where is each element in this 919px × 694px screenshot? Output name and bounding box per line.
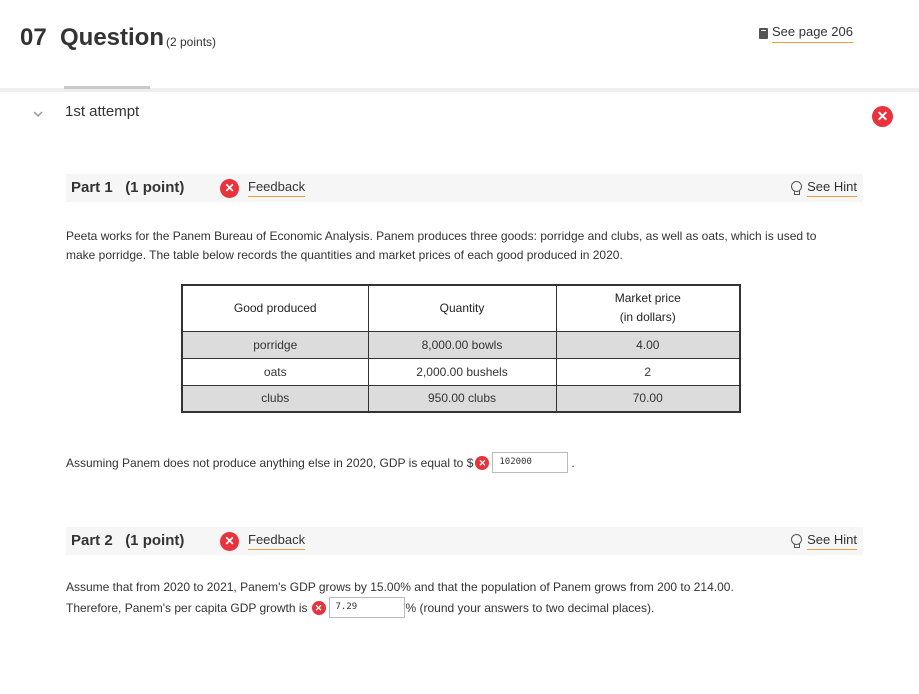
part2-title: Part 2 (1 point) xyxy=(71,532,185,549)
question-header xyxy=(0,0,919,88)
table-cell: 950.00 clubs xyxy=(368,385,556,412)
lightbulb-icon xyxy=(791,181,802,195)
close-icon: ✕ xyxy=(872,106,893,127)
question-number: 07 xyxy=(20,24,47,51)
table-cell: 2,000.00 bushels xyxy=(368,358,556,385)
table-cell: porridge xyxy=(182,331,368,358)
part1-hint-label[interactable]: See Hint xyxy=(807,179,857,197)
book-icon xyxy=(759,28,768,39)
part2-hint-link[interactable] xyxy=(791,532,857,550)
close-icon: ✕ xyxy=(220,179,239,198)
growth-answer-input[interactable]: 7.29 xyxy=(329,597,405,618)
see-page-label[interactable]: See page 206 xyxy=(772,24,853,43)
table-row xyxy=(182,358,740,385)
part1-paragraph: Peeta works for the Panem Bureau of Economic Analysis. Panem produces three goods: porridge and clubs, as well as oats, which is used to make porridge. The table below records the quantities and market prices of each good produced in 2020. xyxy=(66,229,817,262)
part1-answer-prefix: Assuming Panem does not produce anything else in 2020, GDP is equal to $ xyxy=(66,455,474,470)
question-body xyxy=(0,92,919,694)
table-header-price-line2: (in dollars) xyxy=(619,310,676,325)
part2-feedback-link[interactable]: Feedback xyxy=(248,532,305,550)
chevron-down-icon[interactable] xyxy=(33,109,43,119)
table-row xyxy=(182,331,740,358)
part1-header xyxy=(66,174,863,202)
close-icon: ✕ xyxy=(475,456,489,470)
table-cell: 4.00 xyxy=(556,331,740,358)
table-header-quantity: Quantity xyxy=(368,285,556,331)
table-cell: oats xyxy=(182,358,368,385)
table-cell: 8,000.00 bowls xyxy=(368,331,556,358)
gdp-answer-input[interactable]: 102000 xyxy=(492,452,568,473)
part1-answer-line xyxy=(66,452,575,473)
part2-answer-prefix: Therefore, Panem's per capita GDP growth is xyxy=(66,600,308,615)
table-cell: 70.00 xyxy=(556,385,740,412)
part1-feedback-link[interactable]: Feedback xyxy=(248,179,305,197)
table-header-good: Good produced xyxy=(182,285,368,331)
close-icon: ✕ xyxy=(220,532,239,551)
part2-hint-label[interactable]: See Hint xyxy=(807,532,857,550)
part1-title: Part 1 (1 point) xyxy=(71,179,185,196)
table-header-price xyxy=(556,285,740,331)
part1-answer-suffix: . xyxy=(571,455,575,470)
close-icon: ✕ xyxy=(312,601,326,615)
part2-header xyxy=(66,527,863,555)
attempt-tab-indicator xyxy=(64,86,150,89)
part2-line1: Assume that from 2020 to 2021, Panem's GDP grows by 15.00% and that the population of Panem grows from 200 to 214.00. xyxy=(66,580,734,594)
goods-table xyxy=(181,284,741,413)
table-row xyxy=(182,385,740,412)
question-points: (2 points) xyxy=(166,35,217,49)
table-cell: clubs xyxy=(182,385,368,412)
part1-hint-link[interactable] xyxy=(791,179,857,197)
see-page-link[interactable] xyxy=(759,24,853,43)
part2-answer-line xyxy=(66,597,654,618)
question-title: Question xyxy=(60,24,165,51)
table-header-price-line1: Market price xyxy=(614,291,681,306)
part2-answer-suffix: % (round your answers to two decimal places). xyxy=(405,600,655,615)
table-cell: 2 xyxy=(556,358,740,385)
attempt-label[interactable]: 1st attempt xyxy=(65,103,140,120)
lightbulb-icon xyxy=(791,534,802,548)
